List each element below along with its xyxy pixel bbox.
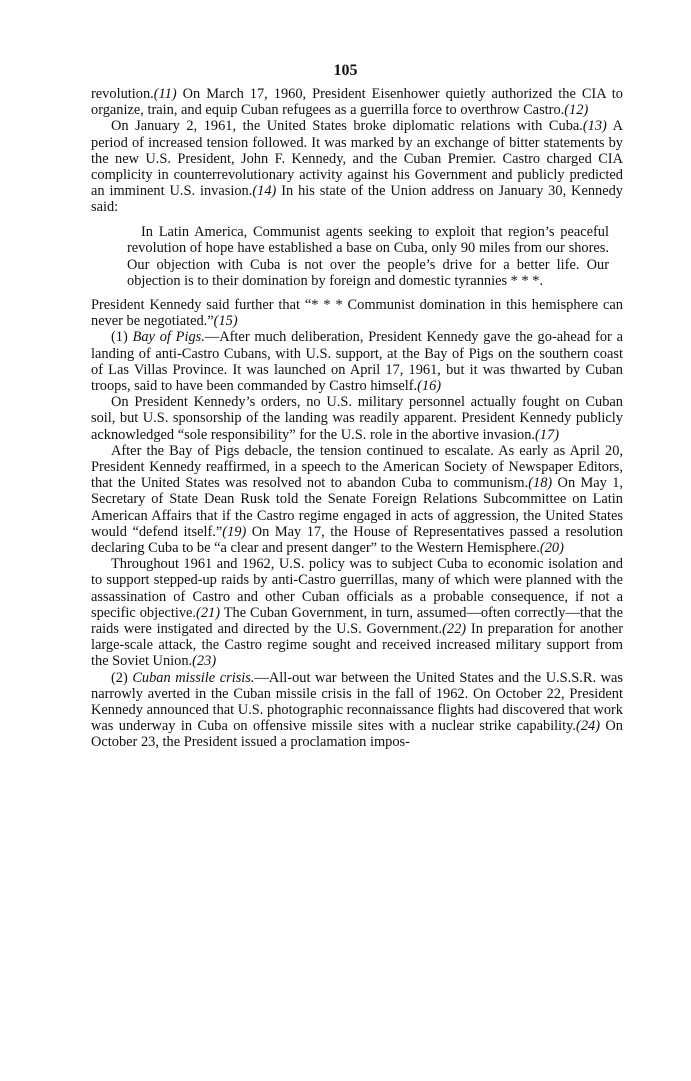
block-quote: In Latin America, Communist agents seeking to exploit that region’s peaceful revolution of hope have established a base on Cuba, only 90 miles from our shores. Our objection with Cuba is not over the people’s drive for a better life. Our objection is to their domination by foreign and domestic tyrannies * * *. xyxy=(127,223,609,290)
paragraph-text: revolution. xyxy=(91,86,154,102)
footnote-reference: (13) xyxy=(582,118,607,135)
paragraph xyxy=(91,556,623,669)
paragraph-text: —All-out war between the United States and the U.S.S.R. was narrowly averted in the Cuban missile crisis in the fall of 1962. On October 22, President Kennedy announced that U.S. photographic reconnaissance flights had discovered that work was underway in Cuba on offensive missile sites with a nuclear strike capability. xyxy=(91,669,623,735)
paragraph-text: In preparation for another large-scale attack, the Castro regime sought and received increased military support from the Soviet Union. xyxy=(91,621,623,670)
section-number: (2) xyxy=(111,669,133,686)
paragraph-text: —After much deliberation, President Kennedy gave the go-ahead for a landing of anti-Castro Cubans, with U.S. support, at the Bay of Pigs on the southern coast of Las Villas Province. It was launched on April 17, 1961, but it was thwarted by Cuban troops, said to have been commanded by Castro himself. xyxy=(91,329,623,395)
paragraph-text: A period of increased tension followed. It was marked by an exchange of bitter statements by the new U.S. President, John F. Kennedy, and the Cuban Premier. Castro charged CIA complicity in counterrevolutionary activity against his Government and publicly predicted an imminent U.S. invasion. xyxy=(91,118,623,200)
footnote-reference: (22) xyxy=(442,621,467,638)
paragraph-text: On President Kennedy’s orders, no U.S. military personnel actually fought on Cuban soil, but U.S. sponsorship of the landing was readily apparent. President Kennedy publicly acknowledged “sole responsibility” for the U.S. role in the abortive invasion. xyxy=(91,394,623,443)
paragraph-text: On May 17, the House of Representatives passed a resolution declaring Cuba to be “a clear and present danger” to the Western Hemisphere. xyxy=(91,523,623,557)
section-heading: Bay of Pigs. xyxy=(132,329,205,346)
footnote-reference: (20) xyxy=(539,540,564,557)
paragraph xyxy=(91,297,623,329)
footnote-reference: (18) xyxy=(528,475,553,492)
paragraph xyxy=(91,329,623,394)
footnote-reference: (11) xyxy=(153,86,177,102)
paragraph-text: On January 2, 1961, the United States broke diplomatic relations with Cuba. xyxy=(111,118,583,135)
footnote-reference: (16) xyxy=(417,378,442,395)
paragraph xyxy=(91,394,623,443)
paragraph xyxy=(91,670,623,751)
body-text xyxy=(91,86,623,751)
footnote-reference: (24) xyxy=(576,718,601,735)
footnote-reference: (17) xyxy=(535,426,559,443)
footnote-reference: (21) xyxy=(196,604,221,621)
paragraph-text: After the Bay of Pigs debacle, the tension continued to escalate. As early as April 20, President Kennedy reaffirmed, in a speech to the American Society of Newspaper Editors, that the United States was resolved not to abandon Cuba to communism. xyxy=(91,442,623,492)
paragraph-text: On March 17, 1960, President Eisenhower quietly authorized the CIA to organize, train, and equip Cuban refugees as a guerrilla force to overthrow Castro. xyxy=(91,86,623,119)
footnote-reference: (23) xyxy=(192,653,217,670)
paragraph-text: On May 1, Secretary of State Dean Rusk told the Senate Foreign Relations Subcommittee on Latin American Affairs that if the Castro regime engaged in acts of aggression, the United States would “defend itself.” xyxy=(91,475,623,540)
footnote-reference: (12) xyxy=(564,102,589,119)
section-number: (1) xyxy=(111,329,133,346)
paragraph-text: On October 23, the President issued a proclamation impos- xyxy=(91,718,623,751)
paragraph-text: In his state of the Union address on January 30, Kennedy said: xyxy=(91,183,623,216)
paragraph xyxy=(91,86,623,118)
paragraph-text: President Kennedy said further that “* * * Communist domination in this hemisphere can never be negotiated.” xyxy=(91,297,623,330)
page-number: 105 xyxy=(333,62,358,79)
paragraph xyxy=(91,118,623,215)
section-heading: Cuban missile crisis. xyxy=(132,669,255,686)
paragraph-text: The Cuban Government, in turn, assumed—often correctly—that the raids were instigated and directed by the U.S. Government. xyxy=(91,604,624,638)
footnote-reference: (15) xyxy=(213,313,238,330)
footnote-reference: (14) xyxy=(252,183,277,200)
paragraph-text: Throughout 1961 and 1962, U.S. policy was to subject Cuba to economic isolation and to support stepped-up raids by anti-Castro guerrillas, many of which were planned with the assassination of Castro and other Cuban officials as a probable consequence, if not a specific objective. xyxy=(91,556,623,621)
footnote-reference: (19) xyxy=(222,523,247,540)
paragraph xyxy=(91,443,623,556)
